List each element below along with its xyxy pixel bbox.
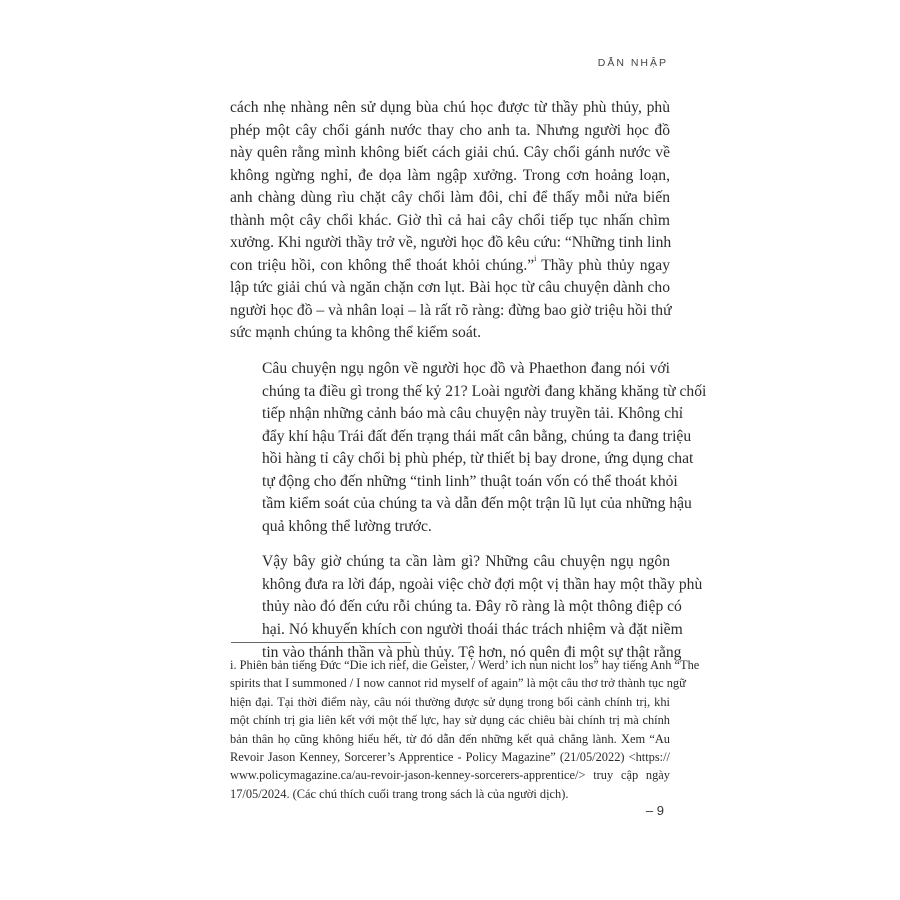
footnote-line: một chính trị gia liên kết với một thế lực, hay sử dụng các chiêu bài chính trị mà chính [230, 713, 670, 728]
text-line: tiếp nhận những cảnh báo mà câu chuyện này truyền tải. Không chỉ [262, 405, 684, 423]
running-head: DẪN NHẬP [597, 57, 668, 69]
text-line: tầm kiểm soát của chúng ta và dẫn đến một trận lũ lụt của những hậu [262, 495, 692, 513]
footnote-line: spirits that I summoned / I now cannot rid myself of again” là một câu thơ trở thành tục ngữ [230, 676, 686, 691]
text-line: phép một cây chổi gánh nước thay cho anh ta. Nhưng người học đồ [230, 121, 670, 139]
text-line: thủy nào đó đến cứu rỗi chúng ta. Đây rõ ràng là một thông điệp có [262, 598, 682, 616]
text-line: đẩy khí hậu Trái đất đến trạng thái mất cân bằng, chúng ta đang triệu [262, 427, 692, 445]
paragraph [230, 551, 703, 664]
paragraph [230, 97, 670, 345]
text-line: cách nhẹ nhàng nên sử dụng bùa chú học được từ thầy phù thủy, phù [230, 99, 670, 116]
text-line: tự động cho đến những “tinh linh” thuật toán vốn có thể thoát khỏi [262, 472, 678, 490]
footnote-line: bản thân họ cũng không hiểu hết, từ đó dẫn đến những kết quả chẳng lành. Xem “Au [230, 731, 670, 746]
footnote-line: hiện đại. Tại thời điểm này, câu nói thường được sử dụng trong bối cảnh chính trị, khi [230, 694, 670, 709]
main-text [230, 97, 707, 664]
text-line: hại. Nó khuyến khích con người thoái thác trách nhiệm và đặt niềm [262, 621, 683, 639]
footnote-divider [231, 642, 411, 643]
text-line: tin vào thánh thần và phù thủy. Tệ hơn, nó quên đi một sự thật rằng [262, 643, 682, 661]
footnote-line: i. Phiên bản tiếng Đức “Die ich rief, die Geister, / Werd’ ich nun nicht los” hay tiếng Anh “The [230, 658, 700, 672]
text-line: anh chàng dùng rìu chặt cây chổi làm đôi, chỉ để thấy mỗi nửa biến [230, 189, 670, 207]
text-line: người học đồ – và nhân loại – là rất rõ ràng: đừng bao giờ triệu hồi thứ [230, 301, 672, 319]
text-line: xưởng. Khi người thầy trở về, người học đồ kêu cứu: “Những tinh linh [230, 234, 672, 252]
footnote-line: www.policymagazine.ca/au-revoir-jason-kenney-sorcerers-apprentice/> truy cập ngày [230, 768, 670, 783]
text-line: con triệu hồi, con không thể thoát khỏi chúng.”$^i$ Thầy phù thủy ngay [230, 253, 671, 274]
text-line: lập tức giải chú và ngăn chặn cơn lụt. Bài học từ câu chuyện dành cho [230, 279, 670, 297]
text-line: chúng ta điều gì trong thế kỷ 21? Loài người đang khăng khăng từ chối [262, 382, 707, 400]
text-line: này quên rằng mình không biết cách giải chú. Cây chổi gánh nước về [230, 144, 670, 162]
text-line: Vậy bây giờ chúng ta cần làm gì? Những câu chuyện ngụ ngôn [262, 553, 670, 571]
text-line: quả không thể lường trước. [262, 517, 432, 535]
page-number: – 9 [645, 803, 664, 818]
text-line: sức mạnh chúng ta không thể kiểm soát. [230, 324, 481, 342]
text-line: không đưa ra lời đáp, ngoài việc chờ đợi một vị thần hay một thầy phù [262, 575, 703, 593]
text-line: Câu chuyện ngụ ngôn về người học đồ và Phaethon đang nói với [262, 360, 670, 378]
footnote-line: Revoir Jason Kenney, Sorcerer’s Apprentice - Policy Magazine” (21/05/2022) <https:// [230, 750, 670, 765]
footnote-line: 17/05/2024. (Các chú thích cuối trang trong sách là của người dịch). [230, 786, 569, 801]
text-line: hồi hàng tỉ cây chổi bị phù phép, từ thiết bị bay drone, ứng dụng chat [262, 450, 694, 468]
footnote [230, 656, 700, 803]
footnote-ref: i [534, 253, 537, 263]
paragraph [230, 358, 707, 538]
text-line: không ngừng nghỉ, đe dọa làm ngập xưởng. Trong cơn hoảng loạn, [230, 166, 670, 184]
text-line: thành một cây chổi khác. Giờ thì cả hai cây chổi tiếp tục nhấn chìm [230, 211, 670, 229]
